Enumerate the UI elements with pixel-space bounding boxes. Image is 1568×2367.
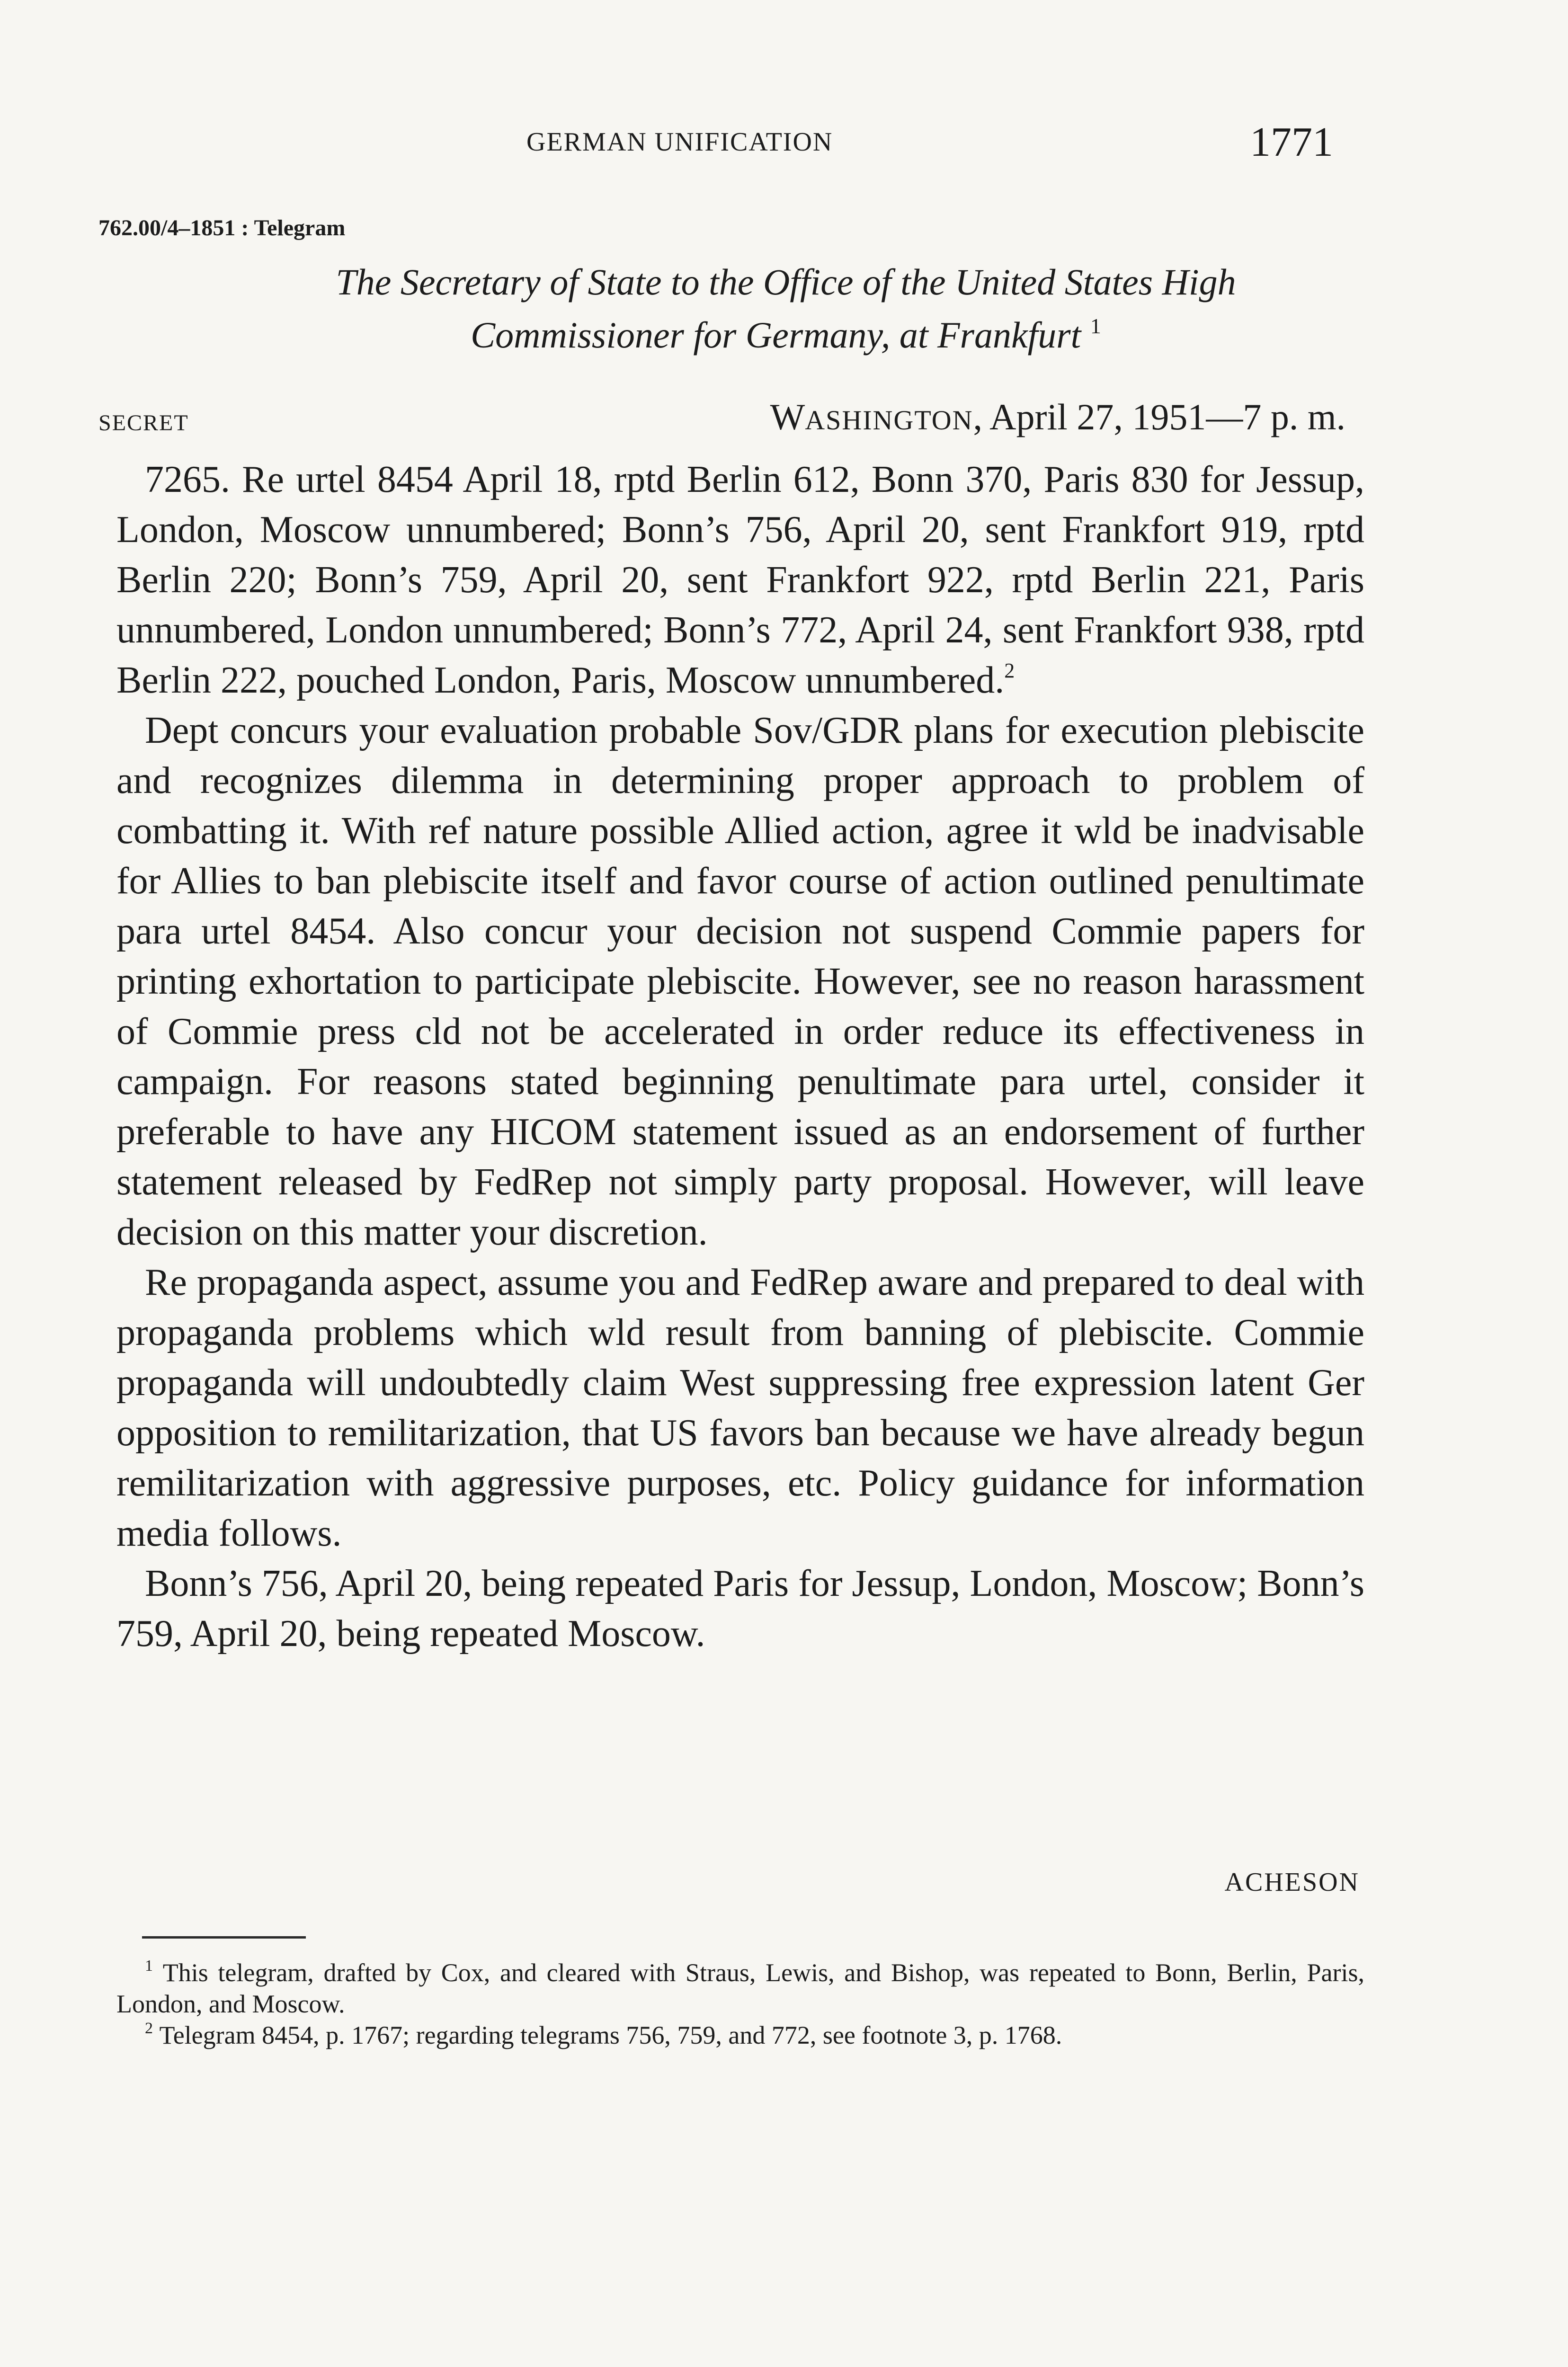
title-line-2	[99, 309, 1472, 362]
classification-label: SECRET	[98, 410, 189, 436]
paragraph-1	[116, 454, 1364, 705]
page-number: 1771	[1250, 119, 1333, 165]
paragraph-2: Dept concurs your evaluation probable Sov/GDR plans for execution plebiscite and recognizes dilemma in determining proper approach to problem of combatting it. With ref nature possible Allied action, agree it wld be inadvisable for Allies to ban plebiscite itself and favor course of action outlined penultimate para urtel 8454. Also concur your decision not suspend Commie papers for printing exhortation to participate plebiscite. However, see no reason harassment of Commie press cld not be accelerated in order reduce its effectiveness in campaign. For reasons stated beginning penultimate para urtel, consider it preferable to have any HICOM statement issued as an endorsement of further statement released by FedRep not simply party proposal. However, will leave decision on this matter your discretion.	[116, 710, 1364, 1253]
title-line-1: The Secretary of State to the Office of the United States High	[336, 261, 1236, 303]
dateline	[770, 396, 1345, 438]
paragraph-3: Re propaganda aspect, assume you and FedRep aware and prepared to deal with propaganda problems which wld result from banning of plebiscite. Commie propaganda will undoubtedly claim West suppressing free expression latent Ger opposition to remilitarization, that US favors ban because we have already begun remilitarization with aggressive purposes, etc. Policy guidance for information media follows.	[116, 1262, 1364, 1554]
signature: ACHESON	[1224, 1868, 1360, 1897]
dateline-place-rest: ASHINGTON	[805, 405, 973, 436]
dateline-date: , April 27, 1951—7 p. m.	[973, 396, 1345, 437]
footnote-divider	[142, 1936, 306, 1939]
paragraph-1-text: 7265. Re urtel 8454 April 18, rptd Berlin 612, Bonn 370, Paris 830 for Jessup, London, Moscow unnumbered; Bonn’s 756, April 20, sent Frankfort 919, rptd Berlin 220; Bonn’s 759, April 20, sent Frankfort 922, rptd Berlin 221, Paris unnumbered, London unnumbered; Bonn’s 772, April 24, sent Frankfort 938, rptd Berlin 222, pouched London, Paris, Moscow unnumbered.	[116, 459, 1364, 701]
file-reference: 762.00/4–1851 : Telegram	[98, 215, 346, 240]
title-line-2-text: Commissioner for Germany, at Frankfurt	[471, 314, 1081, 356]
footnote-ref-1: 1	[1090, 314, 1101, 338]
footnote-ref-2: 2	[1004, 659, 1015, 682]
running-head: GERMAN UNIFICATION	[526, 127, 833, 157]
footnote-1-mark: 1	[145, 1957, 153, 1975]
document-title	[99, 256, 1472, 362]
footnote-2-text: Telegram 8454, p. 1767; regarding telegrams 756, 759, and 772, see footnote 3, p. 1768.	[159, 2021, 1062, 2049]
footnote-2-mark: 2	[145, 2020, 153, 2037]
footnote-1	[116, 1957, 1364, 2020]
footnote-2	[116, 2020, 1364, 2051]
telegram-body	[116, 454, 1364, 1659]
paragraph-4: Bonn’s 756, April 20, being repeated Paris for Jessup, London, Moscow; Bonn’s 759, April 20, being repeated Moscow.	[116, 1563, 1364, 1655]
footnotes	[116, 1957, 1364, 2051]
footnote-1-text: This telegram, drafted by Cox, and cleared with Straus, Lewis, and Bishop, was repeated to Bonn, Berlin, Paris, London, and Moscow.	[116, 1958, 1364, 2018]
dateline-place-initial: W	[770, 396, 805, 437]
